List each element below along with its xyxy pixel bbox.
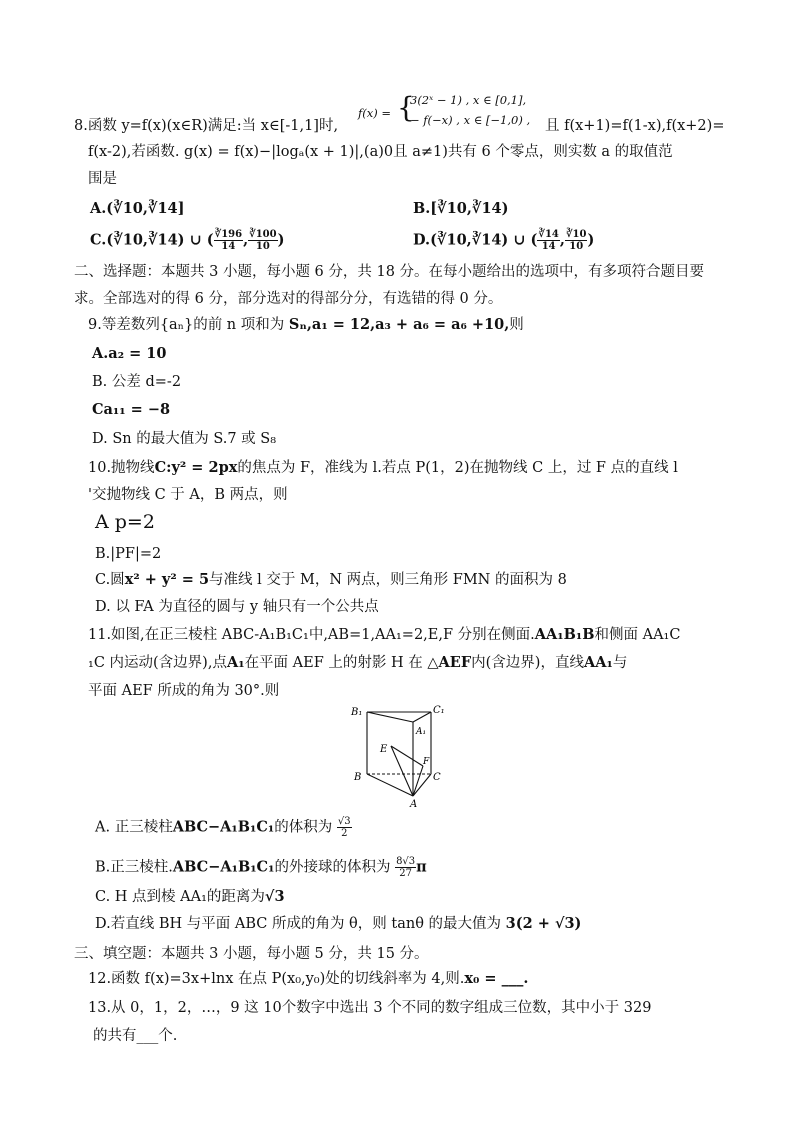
q8-option-b: B.[∛10,∛14) [413, 200, 509, 217]
q8-option-c: C.(∛10,∛14) ∪ ( $\frac{∛196}{14}$ , $\frac{∛100}{10}$ ) [90, 229, 285, 252]
section2-header-line2: 求。全部选对的得 6 分，部分选对的得部分分，有选错的得 0 分。 [74, 291, 503, 307]
edge-ca [413, 774, 431, 796]
segment-af [413, 766, 423, 796]
section3-header: 三、填空题：本题共 3 小题，每小题 5 分，共 15 分。 [74, 946, 429, 962]
prism-figure [345, 702, 450, 810]
q12-text: 12.函数 f(x)=3x+lnx 在点 P(x₀,y₀)处的切线斜率为 4,则.x₀ = ___. [88, 970, 529, 987]
q9-option-c: Ca₁₁ = −8 [92, 401, 171, 418]
q8-stem-cont: 且 f(x+1)=f(1-x),f(x+2)= [545, 118, 725, 134]
edge-b1a1 [367, 712, 413, 722]
q8-piece-brace: { [397, 91, 415, 124]
q11-option-b: B.正三棱柱.ABC−A₁B₁C₁的外接球的体积为 $\frac{8√3}{27}$ π [95, 856, 427, 879]
q8-d-frac2: $\frac{∛10}{10}$ [565, 229, 587, 252]
q8-d-frac1: $\frac{∛14}{14}$ [538, 229, 559, 252]
section2-header-line1: 二、选择题：本题共 3 小题，每小题 6 分，共 18 分。在每小题给出的选项中，有多项符合题目要 [74, 264, 705, 280]
label-c1: C₁ [433, 705, 445, 716]
label-b: B [354, 772, 362, 783]
q10-option-a: A p=2 [95, 511, 155, 533]
label-b1: B₁ [351, 707, 363, 718]
q8-line1 [74, 117, 338, 135]
q11-stem-line1: 11.如图,在正三棱柱 ABC-A₁B₁C₁中,AB=1,AA₁=2,E,F 分别在侧面.AA₁B₁B和侧面 AA₁C [88, 626, 681, 643]
q10-option-c: C.圆x² + y² = 5与准线 l 交于 M，N 两点，则三角形 FMN 的面积为 8 [95, 571, 567, 588]
q11-option-c: C. H 点到棱 AA₁的距离为√3 [95, 888, 285, 905]
q11-stem-line3: 平面 AEF 所成的角为 30°.则 [88, 683, 280, 699]
q8-option-d: D.(∛10,∛14) ∪ ( $\frac{∛14}{14}$ , $\frac{∛10}{10}$ ) [413, 229, 595, 252]
q11-a-frac: $\frac{√3}{2}$ [337, 816, 351, 839]
q13-line1: 13.从 0，1，2，…，9 这 10个数字中选出 3 个不同的数字组成三位数，其中小于 329 [88, 1000, 652, 1016]
q9-option-b: B. 公差 d=-2 [92, 374, 182, 390]
q8-c-frac2: $\frac{∛100}{10}$ [249, 229, 277, 252]
q9-stem: 9.等差数列{aₙ}的前 n 项和为 Sₙ,a₁ = 12,a₃ + a₆ = a₆ +10,则 [88, 316, 524, 333]
q8-stem-start: 8.函数 y=f(x)(x∈R)满足:当 x∈[-1,1]时, [74, 118, 339, 134]
label-c: C [433, 772, 441, 783]
label-f: F [423, 757, 430, 767]
q13-line2: 的共有___个. [93, 1028, 178, 1044]
label-e: E [380, 744, 388, 755]
q10-stem: 10.抛物线C:y² = 2px的焦点为 F，准线为 l.若点 P(1，2)在抛物线 C 上，过 F 点的直线 l [88, 459, 678, 476]
q8-option-a: A.(∛10,∛14] [90, 200, 185, 217]
q8-piece-fx: f(x) = [358, 106, 392, 120]
q11-stem-line2: ₁C 内运动(含边界),点A₁在平面 AEF 上的射影 H 在 △AEF内(含边界)，直线AA₁与 [88, 654, 628, 671]
q8-piece-2: − f(−x) , x ∈ [−1,0) , [410, 113, 531, 127]
q8-line2: f(x-2),若函数. g(x) = f(x)−|logₐ(x + 1)|,(a)0且 a≠1)共有 6 个零点，则实数 a 的取值范 [88, 144, 673, 160]
edge-ba [367, 774, 413, 796]
q11-b-frac: $\frac{8√3}{27}$ [396, 856, 416, 879]
q8-line3: 围是 [88, 171, 117, 187]
q10-option-b: B.|PF|=2 [95, 546, 162, 562]
q8-c-frac1: $\frac{∛196}{14}$ [214, 229, 243, 252]
q11-option-d: D.若直线 BH 与平面 ABC 所成的角为 θ，则 tanθ 的最大值为 3(2 + √3) [95, 915, 582, 932]
edge-c1a1 [413, 712, 431, 722]
label-a1: A₁ [416, 727, 427, 737]
q10-stem-line2: '交抛物线 C 于 A，B 两点，则 [88, 487, 288, 503]
q9-option-a: A.a₂ = 10 [92, 345, 167, 362]
label-a: A [410, 799, 418, 810]
q8-piece-1: 3(2ˣ − 1) , x ∈ [0,1], [410, 93, 527, 107]
q9-option-d: D. Sn 的最大值为 S.7 或 S₈ [92, 431, 277, 447]
q10-option-d: D. 以 FA 为直径的圆与 y 轴只有一个公共点 [95, 599, 379, 615]
q11-option-a: A. 正三棱柱ABC−A₁B₁C₁的体积为 $\frac{√3}{2}$ [95, 816, 351, 839]
